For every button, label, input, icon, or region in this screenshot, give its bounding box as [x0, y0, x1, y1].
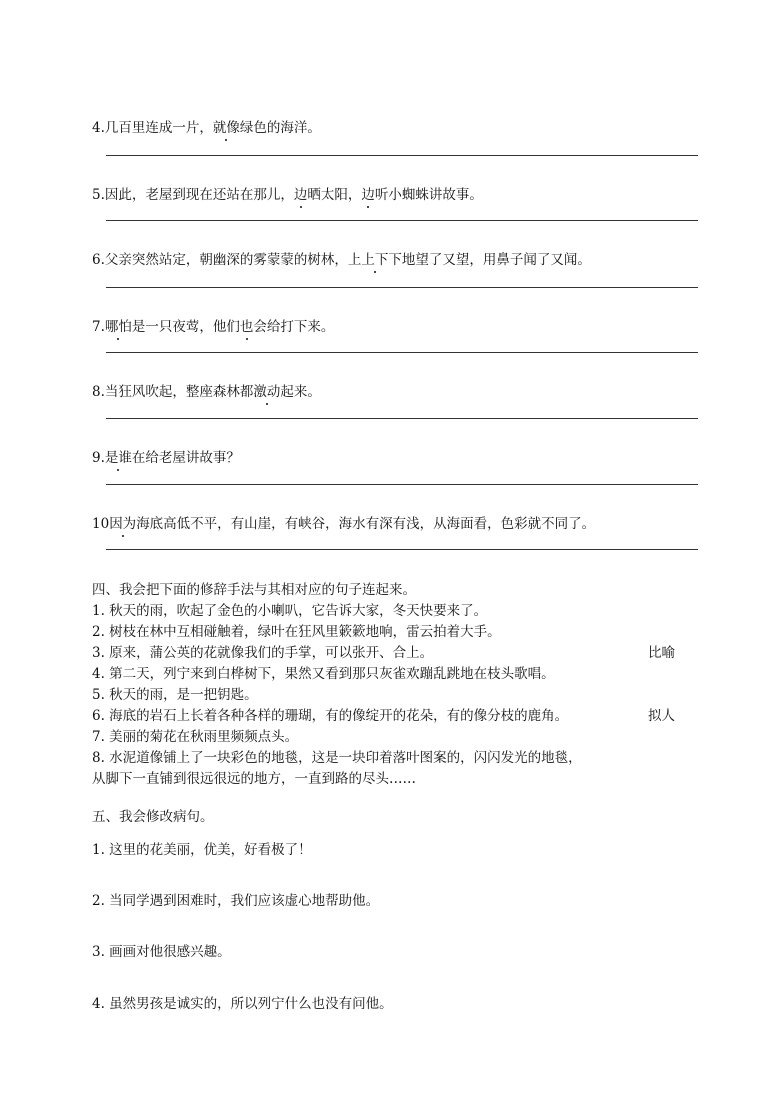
- answer-line[interactable]: [106, 287, 698, 288]
- matching-sentence: 5. 秋天的雨，是一把钥匙。: [92, 687, 258, 703]
- answer-line[interactable]: [106, 549, 698, 550]
- matching-sentence: 6. 海底的岩石上长着各种各样的珊瑚，有的像绽开的花朵，有的像分枝的鹿角。: [92, 708, 569, 724]
- sentence-5: 5.因此，老屋到现在还站在那儿，边晒太阳，边听小蜘蛛讲故事。: [92, 183, 483, 203]
- answer-line[interactable]: [106, 155, 698, 156]
- dotted-word: 也: [240, 315, 254, 335]
- answer-line[interactable]: [106, 418, 698, 419]
- rhetoric-option-personification[interactable]: 拟人: [648, 708, 675, 724]
- matching-sentence: 2. 树枝在林中互相碰触着，绿叶在狂风里簌簌地响，雷云拍着大手。: [92, 624, 501, 640]
- faulty-sentence: 2. 当同学遇到困难时，我们应该虚心地帮助他。: [92, 893, 380, 909]
- dotted-word: 是谁: [105, 446, 132, 466]
- dotted-word: 因为: [109, 512, 136, 532]
- answer-line[interactable]: [106, 352, 698, 353]
- matching-sentence: 7. 美丽的菊花在秋雨里频频点头。: [92, 729, 299, 745]
- dotted-word: 上上下下: [348, 248, 402, 268]
- sentence-9: 9.是谁在给老屋讲故事？: [92, 446, 240, 466]
- dotted-word: 边: [361, 183, 375, 203]
- faulty-sentence: 3. 画画对他很感兴趣。: [92, 944, 231, 960]
- dotted-word: 就像: [213, 116, 240, 136]
- section-title-5: 五、我会修改病句。: [92, 809, 214, 825]
- faulty-sentence: 1. 这里的花美丽，优美，好看极了！: [92, 842, 312, 858]
- dotted-word: 哪怕: [105, 315, 132, 335]
- rhetoric-option-metaphor[interactable]: 比喻: [648, 645, 675, 661]
- matching-sentence: 4. 第二天，列宁来到白桦树下，果然又看到那只灰雀欢蹦乱跳地在枝头歌唱。: [92, 666, 555, 682]
- matching-sentence: 8. 水泥道像铺上了一块彩色的地毯，这是一块印着落叶图案的，闪闪发光的地毯，: [92, 750, 582, 766]
- answer-line[interactable]: [106, 484, 698, 485]
- sentence-7: 7.哪怕是一只夜莺，他们也会给打下来。: [92, 315, 334, 335]
- answer-line[interactable]: [106, 220, 698, 221]
- section-title-4: 四、我会把下面的修辞手法与其相对应的句子连起来。: [92, 582, 416, 598]
- dotted-word: 激动: [253, 380, 280, 400]
- sentence-6: 6.父亲突然站定，朝幽深的雾蒙蒙的树林，上上下下地望了又望，用鼻子闻了又闻。: [92, 248, 591, 268]
- sentence-10: 10因为海底高低不平，有山崖，有峡谷，海水有深有浅，从海面看，色彩就不同了。: [92, 512, 595, 532]
- matching-sentence: 1. 秋天的雨，吹起了金色的小喇叭，它告诉大家，冬天快要来了。: [92, 603, 488, 619]
- sentence-8: 8.当狂风吹起，整座森林都激动起来。: [92, 380, 321, 400]
- dotted-word: 边: [294, 183, 308, 203]
- sentence-4: 4.几百里连成一片，就像绿色的海洋。: [92, 116, 321, 136]
- matching-sentence-continued: 从脚下一直铺到很远很远的地方，一直到路的尽头……: [92, 771, 416, 787]
- matching-sentence: 3. 原来，蒲公英的花就像我们的手掌，可以张开、合上。: [92, 645, 434, 661]
- faulty-sentence: 4. 虽然男孩是诚实的，所以列宁什么也没有问他。: [92, 996, 393, 1012]
